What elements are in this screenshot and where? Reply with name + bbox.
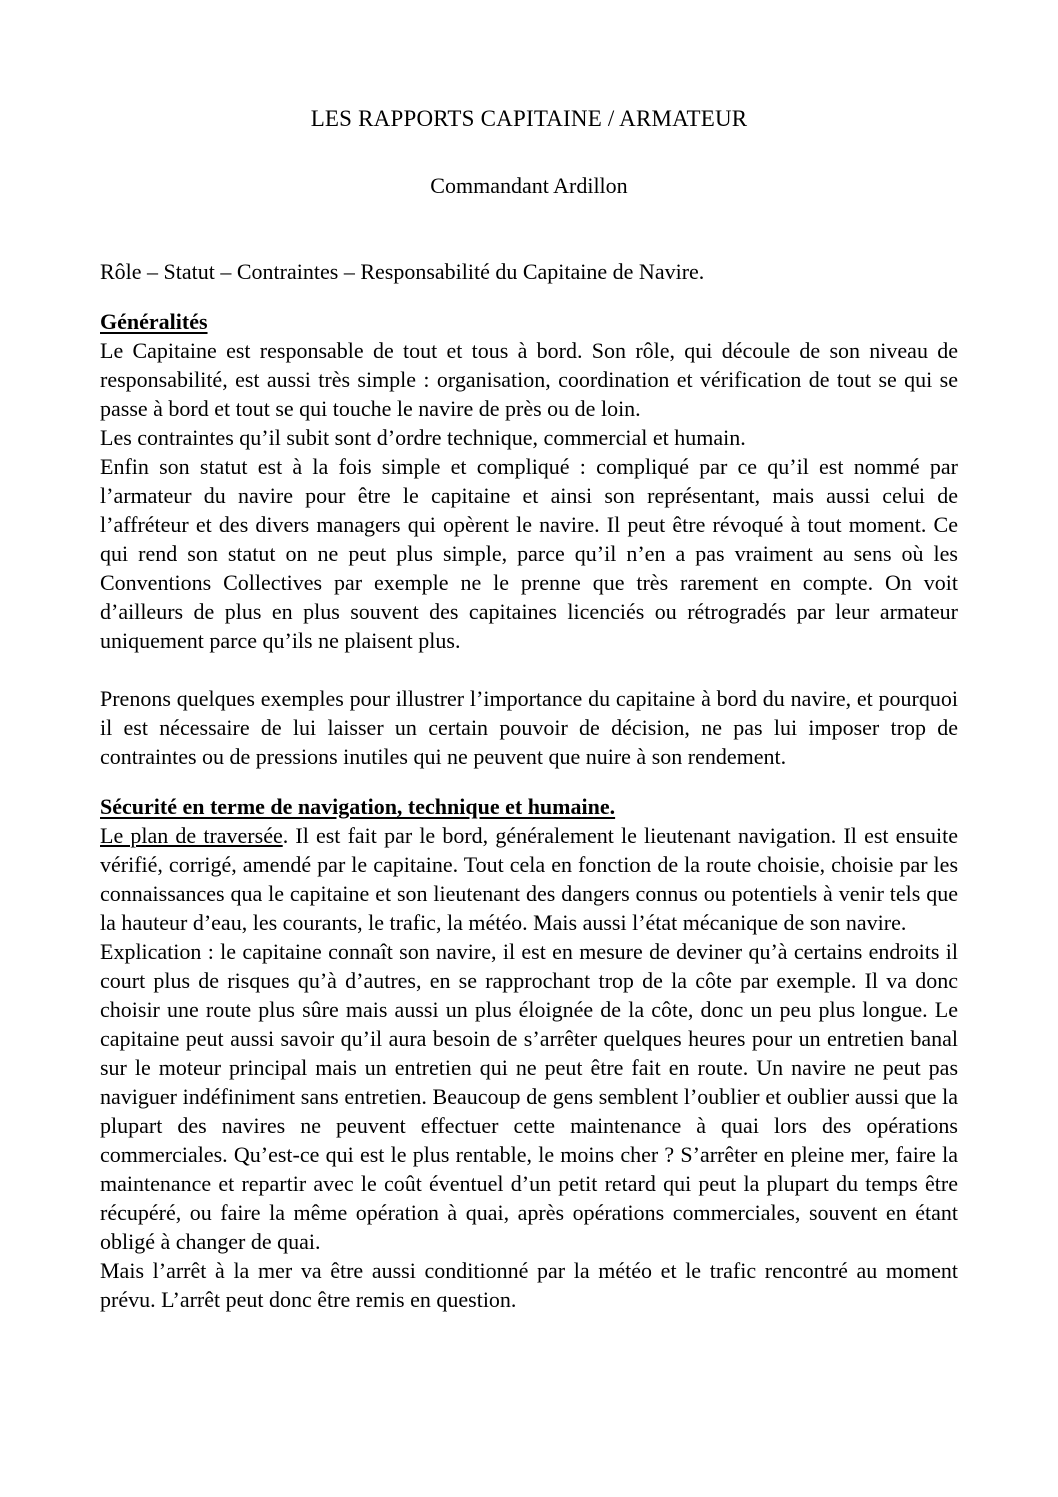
document-subtitle-author: Commandant Ardillon — [430, 173, 628, 198]
plan-de-traversee-underlined-lead: Le plan de traversée — [100, 823, 283, 848]
document-text-column — [100, 0, 958, 1314]
paragraph-plan-de-traversee — [100, 821, 958, 937]
section-securite-navigation — [100, 792, 958, 1314]
paragraph-explication: Explication : le capitaine connaît son navire, il est en mesure de deviner qu’à certains endroits il court plus de risques qu’à d’autres, en se rapprochant trop de la côte par exemple. Il va donc choisir une route plus sûre mais aussi un plus éloignée de la côte, donc un peu plus longue. Le capitaine peut aussi savoir qu’il aura besoin de s’arrêter quelques heures pour un entretien banal sur le moteur principal mais un entretien qui ne peut être fait en route. Un navire ne peut pas naviguer indéfiniment sans entretien. Beaucoup de gens semblent l’oublier et oublier aussi que la plupart des navires ne peuvent effectuer cette maintenance à quai lors des opérations commerciales. Qu’est-ce qui est le plus rentable, le moins cher ? S’arrêter en pleine mer, faire la maintenance et repartir avec le coût éventuel d’un petit retard qui peut la plupart du temps être récupéré, ou faire la même opération à quai, après opérations commerciales, souvent en étant obligé à changer de quai. — [100, 939, 958, 1254]
spacer-before-section-one — [100, 286, 958, 307]
plan-de-traversee-body: . Il est fait par le bord, généralement le lieutenant navigation. Il est ensuite vérifié, corrigé, amendé par le capitaine. Tout cela en fonction de la route choisie, choisie par les connaissances qua le capitaine et son lieutenant des dangers connus ou potentiels à venir tels que la hauteur d’eau, les courants, le trafic, la météo. Mais aussi l’état mécanique de son navire. — [100, 823, 958, 935]
paragraph-arret-a-la-mer: Mais l’arrêt à la mer va être aussi conditionné par la météo et le trafic rencontré au moment prévu. L’arrêt peut donc être remis en question. — [100, 1258, 958, 1312]
document-title: LES RAPPORTS CAPITAINE / ARMATEUR — [310, 106, 748, 131]
document-lead-line: Rôle – Statut – Contraintes – Responsabilité du Capitaine de Navire. — [100, 259, 705, 284]
section-heading-securite: Sécurité en terme de navigation, technique et humaine. — [100, 794, 616, 819]
paragraph-capitaine-responsable: Le Capitaine est responsable de tout et tous à bord. Son rôle, qui découle de son niveau de responsabilité, est aussi très simple : organisation, coordination et vérification de tout se qui se passe à bord et tout se qui touche le navire de près ou de loin. — [100, 338, 958, 421]
paragraph-contraintes: Les contraintes qu’il subit sont d’ordre technique, commercial et humain. — [100, 425, 746, 450]
section-generalites — [100, 307, 958, 771]
paragraph-statut: Enfin son statut est à la fois simple et compliqué : compliqué par ce qu’il est nommé par l’armateur du navire pour être le capitaine et ainsi son représentant, mais aussi celui de l’affréteur et des divers managers qui opèrent le navire. Il peut être révoqué à tout moment. Ce qui rend son statut on ne peut plus simple, parce qu’il n’en a pas vraiment au sens où les Conventions Collectives par exemple ne le prenne que très rarement en compte. On voit d’ailleurs de plus en plus souvent des capitaines licenciés ou rétrogradés par leur armateur uniquement parce qu’ils ne plaisent plus. — [100, 454, 958, 653]
section-heading-generalites: Généralités — [100, 309, 208, 334]
paragraph-prenons-exemples: Prenons quelques exemples pour illustrer l’importance du capitaine à bord du navire, et pourquoi il est nécessaire de lui laisser un certain pouvoir de décision, ne pas lui imposer trop de contraintes ou de pressions inutiles qui ne peuvent que nuire à son rendement. — [100, 686, 958, 769]
spacer-before-section-two — [100, 771, 958, 792]
